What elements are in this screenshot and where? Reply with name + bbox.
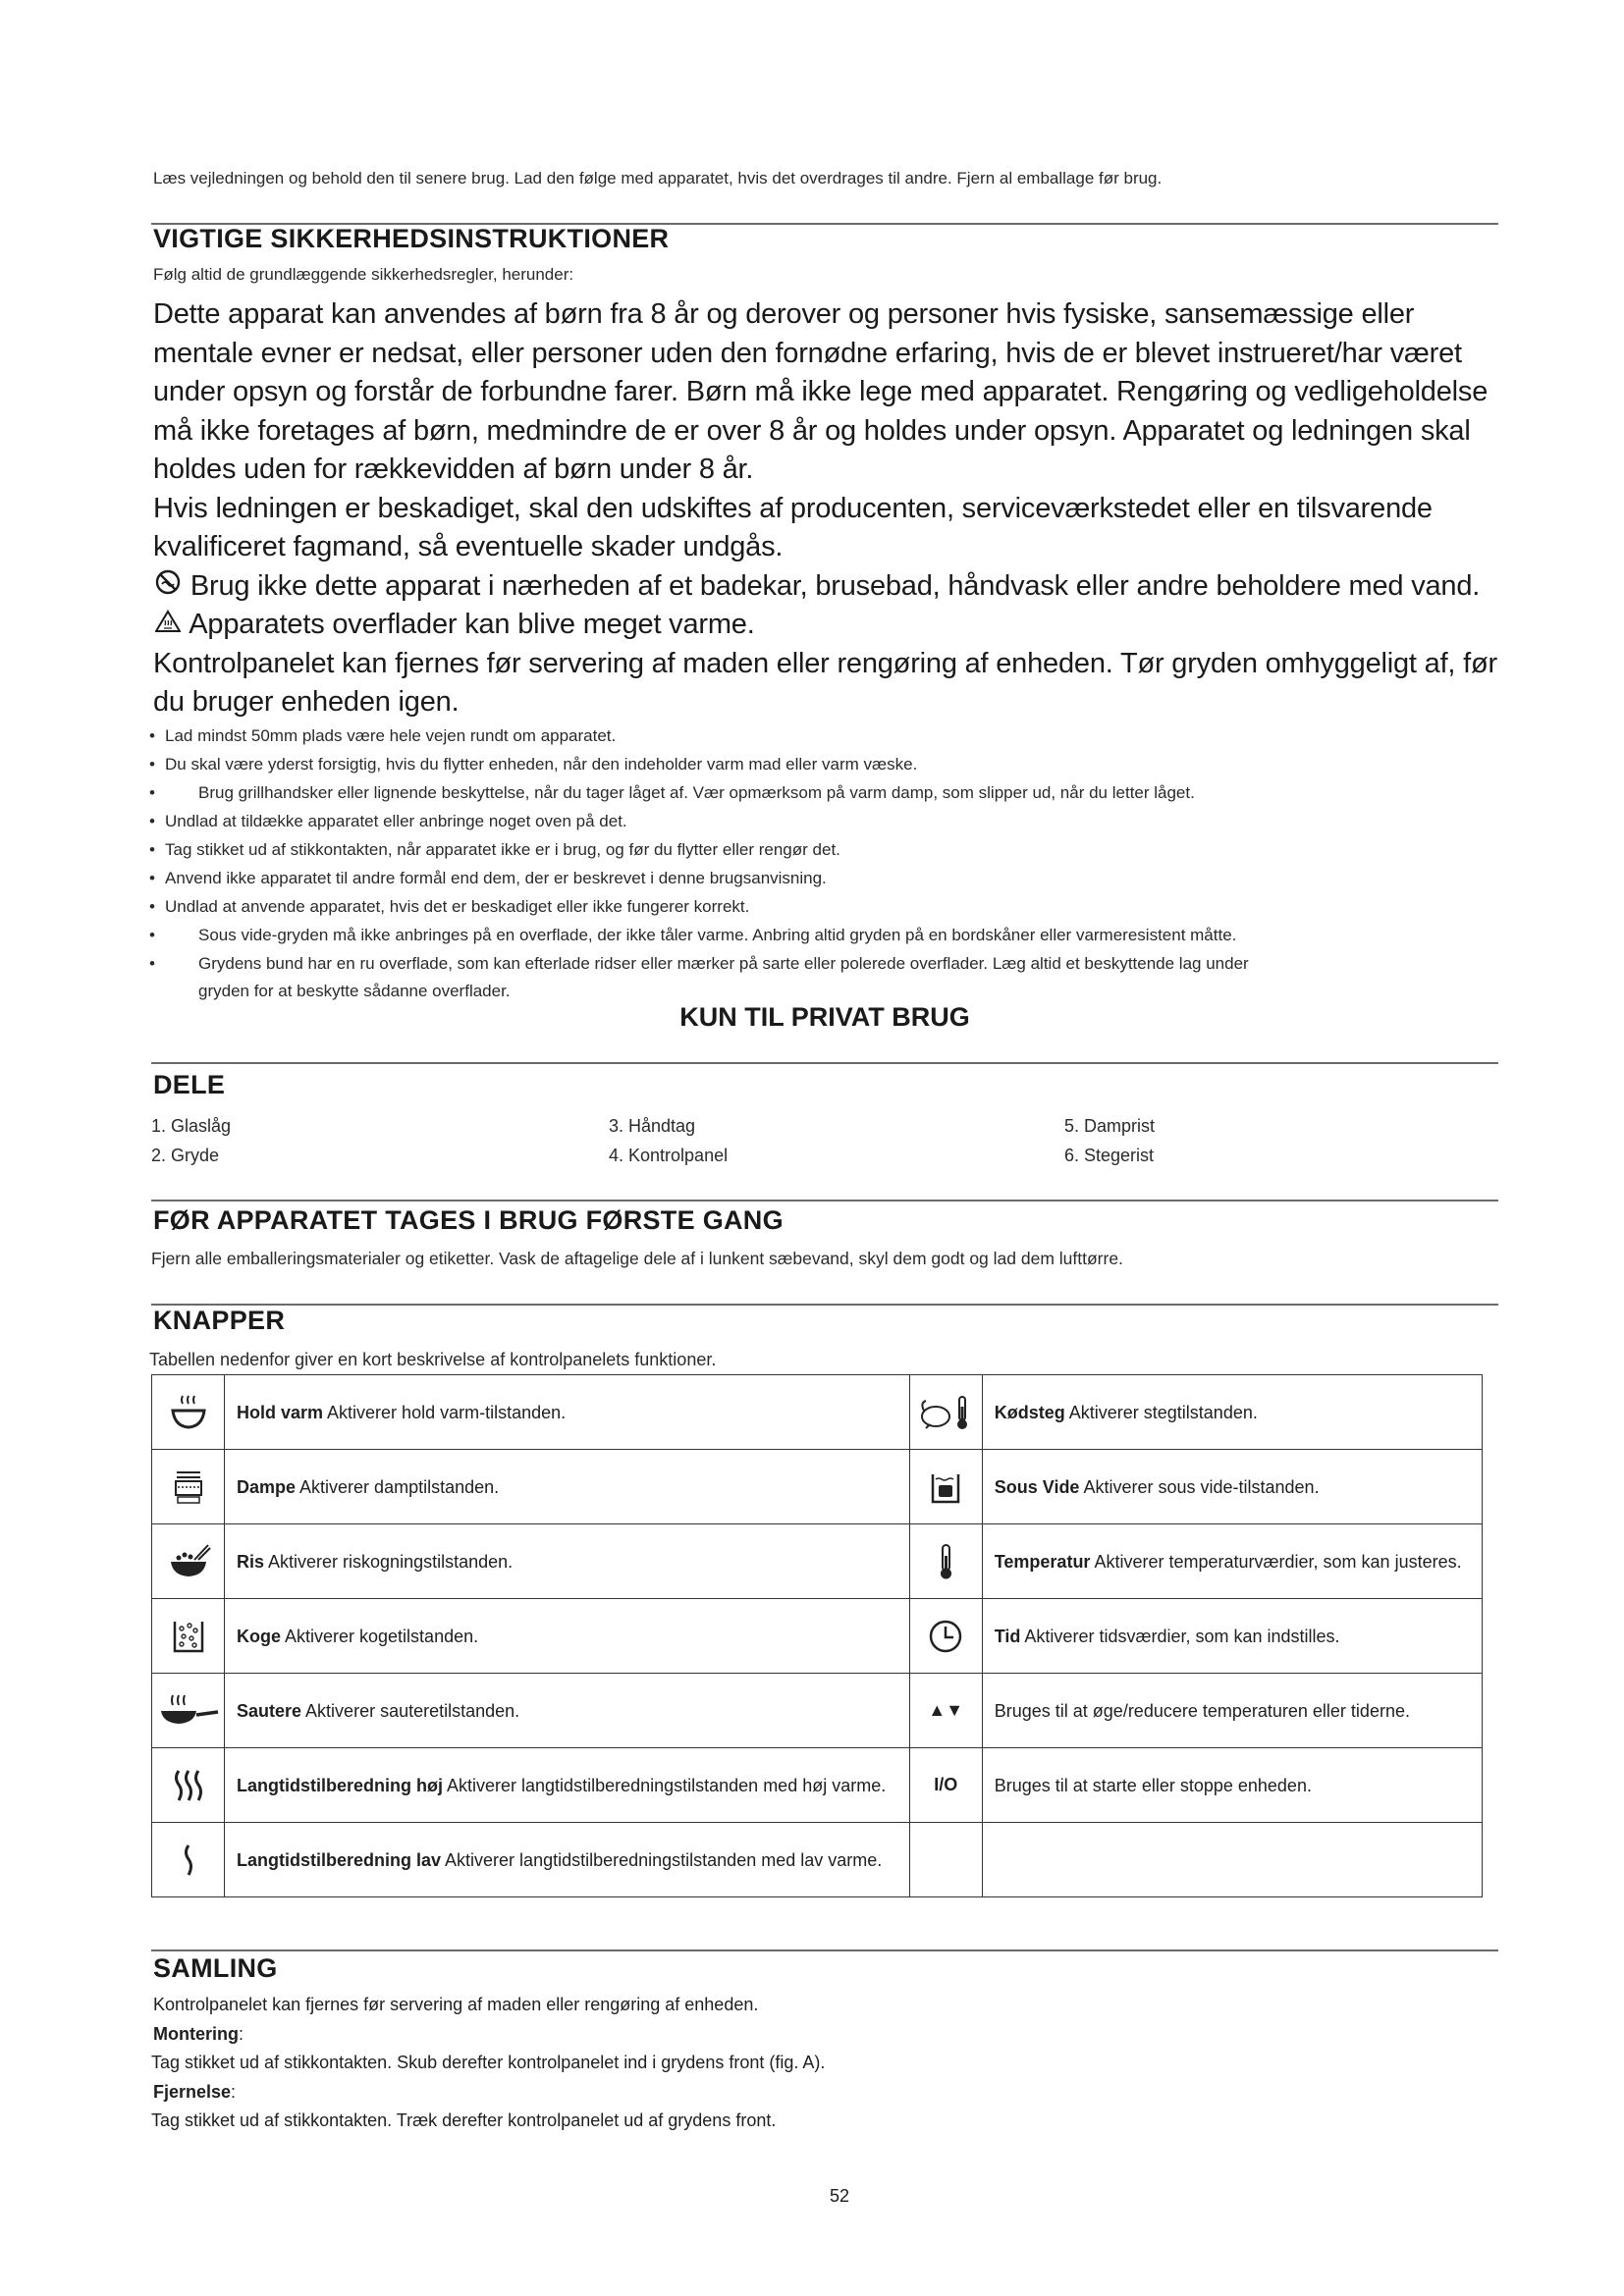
thermometer-icon — [909, 1524, 982, 1599]
table-row — [152, 1599, 1483, 1674]
mount-heading: Montering: — [153, 2023, 244, 2044]
list-item: • Undlad at anvende apparatet, hvis det er beskadiget eller ikke fungerer korrekt. — [149, 892, 1509, 921]
mount-text: Tag stikket ud af stikkontakten. Skub derefter kontrolpanelet ind i grydens front (fig. A). — [151, 2053, 826, 2072]
table-row — [152, 1823, 1483, 1897]
safety-subtitle: Følg altid de grundlæggende sikkerhedsregler, herunder: — [153, 265, 574, 284]
steam-icon — [152, 1450, 225, 1524]
keep-warm-cell: Hold varm Aktiverer hold varm-tilstanden. — [225, 1375, 910, 1450]
hot-surface-warning-icon — [153, 606, 183, 645]
sous-vide-icon — [909, 1450, 982, 1524]
saute-cell: Sautere Aktiverer sauteretilstanden. — [225, 1674, 910, 1748]
steam-cell: Dampe Aktiverer damptilstanden. — [225, 1450, 910, 1524]
warning-children: Dette apparat kan anvendes af børn fra 8 år og derover og personer hvis fysiske, sansemæssige eller mentale evner er nedsat, eller personer uden den fornødne erfaring, hvis de er blevet instrueret/har været under opsyn og forstår de forbundne farer. Børn må ikke lege med apparatet. Rengøring og vedligeholdelse må ikke foretages af børn, medmindre de er over 8 år og holdes under opsyn. Apparatet og ledningen skal holdes uden for rækkevidden af børn under 8 år. — [153, 298, 1489, 485]
boil-icon — [152, 1599, 225, 1674]
warning-control-panel: Kontrolpanelet kan fjernes før servering af maden eller rengøring af enheden. Tør gryden omhyggeligt af, før du bruger enheden igen. — [153, 647, 1497, 718]
slow-cook-low-cell: Langtidstilberedning lav Aktiverer langtidstilberedningstilstanden med lav varme. — [225, 1823, 910, 1897]
list-item: • Brug grillhandsker eller lignende beskyttelse, når du tager låget af. Vær opmærksom på varm damp, som slipper ud, når du letter låget. — [149, 778, 1509, 807]
rice-cell: Ris Aktiverer riskogningstilstanden. — [225, 1524, 910, 1599]
roast-icon — [909, 1375, 982, 1450]
warning-cord: Hvis ledningen er beskadiget, skal den udskiftes af producenten, serviceværkstedet eller en tilsvarende kvalificeret fagmand, så eventuelle skader undgås. — [153, 492, 1433, 562]
power-cell: Bruges til at starte eller stoppe enheden. — [982, 1748, 1482, 1823]
list-item: • Lad mindst 50mm plads være hele vejen rundt om apparatet. — [149, 721, 1509, 750]
part-item: 1. Glaslåg — [151, 1116, 232, 1136]
table-row — [152, 1450, 1483, 1524]
sous-vide-cell: Sous Vide Aktiverer sous vide-tilstanden. — [982, 1450, 1482, 1524]
roast-cell: Kødsteg Aktiverer stegtilstanden. — [982, 1375, 1482, 1450]
parts-column-3 — [1064, 1111, 1155, 1170]
remove-heading: Fjernelse: — [153, 2081, 237, 2102]
power-label: I/O — [909, 1748, 982, 1823]
table-row — [152, 1748, 1483, 1823]
table-row — [152, 1674, 1483, 1748]
section-divider — [151, 1304, 1498, 1306]
parts-column-2 — [609, 1111, 728, 1170]
assembly-heading: SAMLING — [153, 1953, 278, 1983]
adjust-cell: Bruges til at øge/reducere temperaturen eller tiderne. — [982, 1674, 1482, 1748]
parts-heading: DELE — [153, 1070, 226, 1099]
up-down-arrows-icon: ▲▼ — [909, 1674, 982, 1748]
saute-pan-icon — [152, 1674, 225, 1748]
buttons-table — [151, 1374, 1483, 1897]
buttons-heading: KNAPPER — [153, 1306, 286, 1335]
section-divider — [151, 1949, 1498, 1951]
list-item: • Tag stikket ud af stikkontakten, når apparatet ikke er i brug, og før du flytter eller rengør det. — [149, 835, 1509, 864]
warning-water: Brug ikke dette apparat i nærheden af et badekar, brusebad, håndvask eller andre beholdere med vand. — [153, 567, 1518, 607]
intro-text: Læs vejledningen og behold den til senere brug. Lad den følge med apparatet, hvis det overdrages til andre. Fjern al emballage før brug. — [153, 169, 1163, 187]
first-use-heading: FØR APPARATET TAGES I BRUG FØRSTE GANG — [153, 1205, 784, 1235]
remove-text: Tag stikket ud af stikkontakten. Træk derefter kontrolpanelet ud af grydens front. — [151, 2110, 777, 2130]
list-item: • Anvend ikke apparatet til andre formål end dem, der er beskrevet i denne brugsanvisning. — [149, 864, 1509, 892]
parts-column-1 — [151, 1111, 231, 1170]
keep-warm-icon — [152, 1375, 225, 1450]
part-item: 4. Kontrolpanel — [609, 1146, 729, 1165]
assembly-body — [151, 1991, 825, 2136]
first-use-text: Fjern alle emballeringsmaterialer og etiketter. Vask de aftagelige dele af i lunkent sæbevand, skyl dem godt og lad dem lufttørre. — [151, 1249, 1123, 1268]
private-use-notice: KUN TIL PRIVAT BRUG — [679, 1002, 970, 1032]
rice-icon — [152, 1524, 225, 1599]
safety-heading: VIGTIGE SIKKERHEDSINSTRUKTIONER — [153, 224, 670, 253]
part-item: 2. Gryde — [151, 1146, 220, 1165]
slow-cook-low-icon — [152, 1823, 225, 1897]
list-item: • Du skal være yderst forsigtig, hvis du flytter enheden, når den indeholder varm mad eller varm væske. — [149, 750, 1509, 778]
part-item: 3. Håndtag — [609, 1116, 696, 1136]
table-row — [152, 1524, 1483, 1599]
no-water-icon — [153, 567, 183, 607]
section-divider — [151, 1062, 1498, 1064]
boil-cell: Koge Aktiverer kogetilstanden. — [225, 1599, 910, 1674]
safety-bullet-list — [149, 721, 1509, 1004]
assembly-text: Kontrolpanelet kan fjernes før servering af maden eller rengøring af enheden. — [153, 1995, 759, 2014]
buttons-intro: Tabellen nedenfor giver en kort beskrivelse af kontrolpanelets funktioner. — [149, 1350, 717, 1369]
list-item: • Sous vide-gryden må ikke anbringes på en overflade, der ikke tåler varme. Anbring altid gryden på en bordskåner eller varmeresistent måtte. — [149, 921, 1509, 949]
empty-cell — [982, 1823, 1482, 1897]
safety-warnings — [153, 295, 1518, 722]
clock-icon — [909, 1599, 982, 1674]
slow-cook-high-icon — [152, 1748, 225, 1823]
time-cell: Tid Aktiverer tidsværdier, som kan indstilles. — [982, 1599, 1482, 1674]
list-item: • Undlad at tildække apparatet eller anbringe noget oven på det. — [149, 807, 1509, 835]
page-number: 52 — [829, 2186, 850, 2206]
warning-hot-surface: Apparatets overflader kan blive meget varme. — [153, 606, 1518, 645]
slow-cook-high-cell: Langtidstilberedning høj Aktiverer langtidstilberedningstilstanden med høj varme. — [225, 1748, 910, 1823]
temperature-cell: Temperatur Aktiverer temperaturværdier, som kan justeres. — [982, 1524, 1482, 1599]
section-divider — [151, 1200, 1498, 1201]
list-item: • Grydens bund har en ru overflade, som kan efterlade ridser eller mærker på sarte eller polerede overflader. Læg altid et beskyttende lag under gryden for at beskytte sådanne overflader. — [149, 949, 1509, 1004]
part-item: 6. Stegerist — [1064, 1146, 1155, 1165]
part-item: 5. Damprist — [1064, 1116, 1156, 1136]
table-row — [152, 1375, 1483, 1450]
empty-cell — [909, 1823, 982, 1897]
